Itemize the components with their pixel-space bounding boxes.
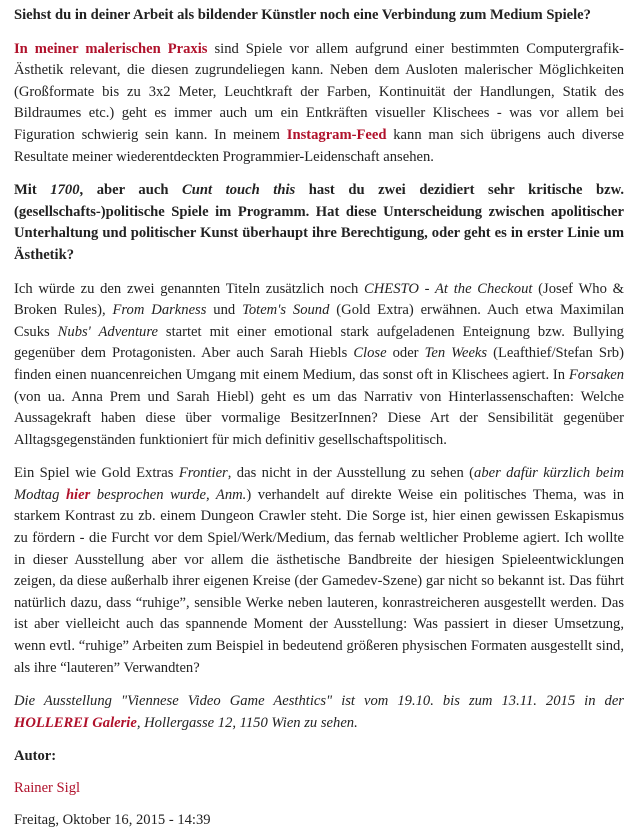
game-title: 1700 <box>50 182 80 199</box>
exhibition-info: Die Ausstellung "Viennese Video Game Aesthtics" ist vom 19.10. bis zum 13.11. 2015 in der HOLLEREI Galerie, Hollergasse 12, 1150 Wien zu sehen. <box>14 693 624 731</box>
praxis-link[interactable]: In meiner malerischen Praxis <box>14 40 208 57</box>
hier-link[interactable]: hier <box>65 486 91 503</box>
game-title: Cunt touch this <box>182 182 296 199</box>
author-line <box>14 778 624 800</box>
question-2: Mit 1700, aber auch Cunt touch this hast du zwei dezidiert sehr kritische bzw. (gesellschafts-)politische Spiele im Programm. Hat diese Unterscheidung zwischen apolitischer Unterhaltung und politischer Kunst überhaupt ihre Berechtigung, oder geht es in erster Linie um Ästhetik? <box>14 182 624 263</box>
editor-note: aber dafür kürzlich beim Modtag <box>14 465 624 503</box>
game-title: Ten Weeks <box>424 345 488 362</box>
game-title: Forsaken <box>568 366 624 383</box>
game-title: CHESTO - At the Checkout <box>364 280 533 297</box>
author-name-link[interactable]: Rainer Sigl <box>14 780 81 796</box>
hollerei-galerie-link[interactable]: HOLLEREI Galerie <box>14 714 137 731</box>
game-title: From Darkness <box>112 302 207 319</box>
instagram-feed-link[interactable]: Instagram-Feed <box>286 126 387 143</box>
editor-note: besprochen wurde, Anm. <box>90 486 247 503</box>
question-1: Siehst du in deiner Arbeit als bildender Künstler noch eine Verbindung zum Medium Spiele? <box>14 7 591 23</box>
publish-date: Freitag, Oktober 16, 2015 - 14:39 <box>14 811 211 828</box>
author-label: Autor: <box>14 748 57 765</box>
game-title: Nubs' Adventure <box>57 323 158 340</box>
game-title: Close <box>353 345 387 362</box>
game-title: Frontier <box>178 465 228 482</box>
answer-1: In meiner malerischen Praxis sind Spiele vor allem aufgrund einer bestimmten Computergrafik-Ästhetik relevant, die diesen zugrundeliegen kann. Neben dem Ausloten malerischer Möglichkeiten (Großformate bis zu 3x2 Meter, Leuchtkraft der Farben, Kontinuität der Handlungen, Statik des Bildraumes etc.) geht es immer auch um ein Entkräften visueller Klischees - was vor allem bei Figuration schwierig sein kann. In meinem Instagram-Feed kann man sich übrigens auch diverse Resultate meiner wiederentdeckten Programmier-Leidenschaft ansehen. <box>14 40 624 165</box>
answer-3: Ein Spiel wie Gold Extras Frontier, das nicht in der Ausstellung zu sehen (aber dafür kürzlich beim Modtag hier besprochen wurde, Anm.) verhandelt auf direkte Weise ein politisches Thema, was in starkem Kontrast zu zb. einem Dungeon Crawler steht. Die Sorge ist, hier einen gewissen Eskapismus zu fördern - die Furcht vor dem Spiel/Werk/Medium, das fernab weltlicher Probleme agiert. Ich wollte in dieser Ausstellung aber vor allem die ästhetische Bandbreite der hiesigen Spieleentwicklungen zeigen, da diese außerhalb ihrer eigenen Kreise (der Gamedev-Szene) gar nicht so bekannt ist. Das führt natürlich dazu, dass “ruhige”, sensible Werke neben lauteren, konrastreicheren ausgestellt werden. Das ist aber vielleicht auch das spannende Moment der Ausstellung: Was passiert in dieser Umsetzung, wenn evtl. “ruhige” Arbeiten zum Beispiel in bedeutend größeren physischen Formaten ausgestellt sind, als ihre “lauteren” Verwandten? <box>14 465 624 676</box>
game-title: Totem's Sound <box>242 302 330 319</box>
answer-2: Ich würde zu den zwei genannten Titeln zusätzlich noch CHESTO - At the Checkout (Josef Who & Broken Rules), From Darkness und Totem's Sound (Gold Extra) erwähnen. Auch etwa Maximilan Csuks Nubs' Adventure startet mit einer emotional stark aufgeladenen Enteignung bzw. Bullying gegenüber dem Protagonisten. Aber auch Sarah Hiebls Close oder Ten Weeks (Leafthief/Stefan Srb) finden einen nuancenreichen Umgang mit einem Medium, das sonst oft in Klischees agiert. In Forsaken (von ua. Anna Prem und Sarah Hiebl) geht es um das Narrativ von Hinterlassenschaften: Welche Aussagekraft haben diese über vormalige BesitzerInnen? Diese Art der Sensibilität gegenüber Alltagsgegenständen funktioniert für mich definitiv gesellschaftspolitisch. <box>14 280 625 448</box>
